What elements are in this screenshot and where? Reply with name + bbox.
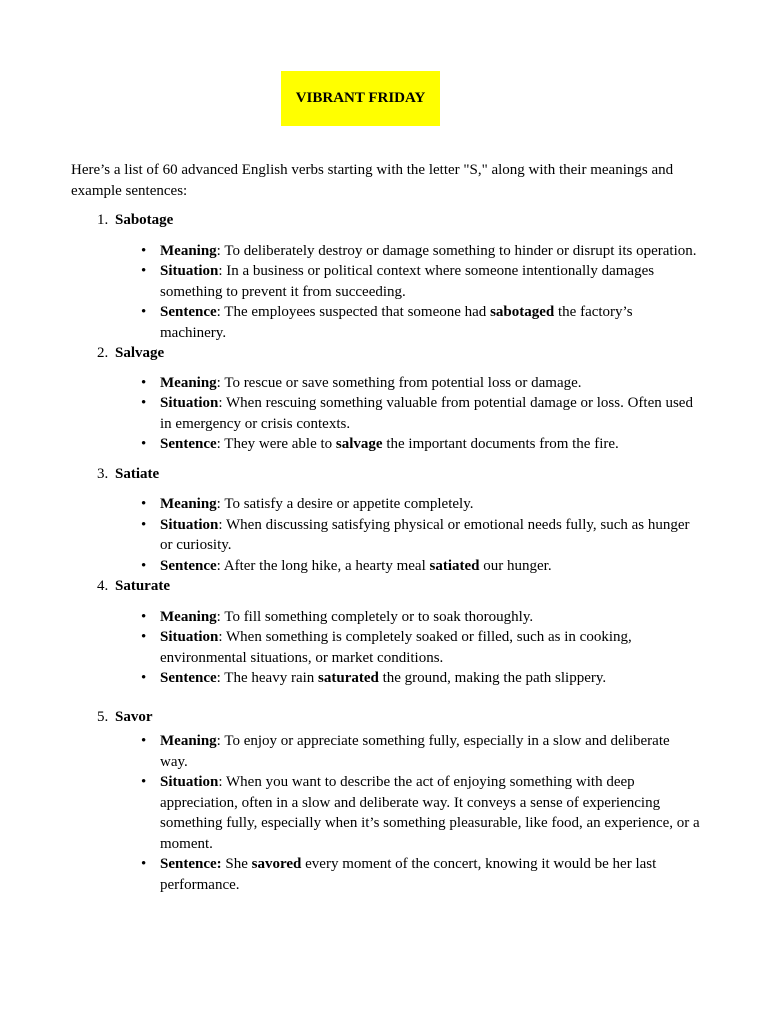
colon: : [216,733,221,749]
sentence-text-pre: The employees suspected that someone had [220,304,491,320]
situation-text: In a business or political context where someone intentionally damages something to prevent it from succeeding. [160,263,655,300]
bullet-icon: • [141,374,147,391]
sentence-label: Sentence [160,670,217,686]
situation-item [71,772,701,854]
bullet-icon: • [141,242,147,259]
verb-details [71,607,701,689]
situation-text: When rescuing something valuable from potential damage or loss. Often used in emergency or crisis contexts. [160,395,693,432]
situation-text: When discussing satisfying physical or emotional needs fully, such as hunger or curiosity. [160,516,690,553]
verb-number: 1. [97,212,109,228]
verb-heading [71,343,701,364]
meaning-item [71,494,701,515]
meaning-label: Meaning [160,608,217,625]
colon: : [216,557,221,574]
colon: : [216,436,221,452]
verb-details [71,494,701,576]
colon: : [216,608,221,625]
meaning-item [71,373,701,394]
colon: : [218,516,223,533]
document-title [281,71,440,126]
situation-item [71,627,701,668]
sentence-label: Sentence [160,304,217,320]
sentence-item [71,434,701,455]
sentence-verb: savored [251,856,302,872]
bullet-icon: • [141,774,147,790]
situation-label: Situation [160,774,219,790]
verb-item [71,464,701,577]
sentence-item [71,302,701,343]
situation-item [71,515,701,556]
bullet-icon: • [141,263,147,279]
meaning-item [71,241,701,262]
situation-label: Situation [160,263,219,279]
bullet-icon: • [141,436,147,452]
colon: : [216,496,221,512]
verb-number: 5. [97,708,109,725]
document-title-text: VIBRANT FRIDAY [295,90,426,107]
colon: : [216,670,221,686]
sentence-verb: sabotaged [490,304,555,320]
verb-number: 4. [97,578,109,594]
meaning-label: Meaning [160,242,217,259]
verb-heading [71,464,701,485]
sentence-text-pre: They were able to [220,436,336,452]
bullet-icon: • [141,395,147,411]
sentence-text-pre: After the long hike, a hearty meal [220,557,430,574]
bullet-icon: • [141,733,147,749]
colon: : [218,774,223,790]
meaning-item [71,607,701,628]
sentence-item [71,556,701,577]
colon: : [218,395,223,411]
sentence-text-pre: The heavy rain [220,670,319,686]
sentence-text-post: our hunger. [479,557,552,574]
situation-item [71,261,701,302]
meaning-text: To fill something completely or to soak thoroughly. [220,608,534,625]
meaning-text: To satisfy a desire or appetite completely. [220,496,474,512]
colon: : [216,304,221,320]
verb-details [71,241,701,344]
verb-heading [71,707,701,728]
situation-text: When something is completely soaked or filled, such as in cooking, environmental situations, or market conditions. [160,629,632,666]
sentence-text-post: the factory’s machinery. [160,304,633,341]
bullet-icon: • [141,629,147,645]
bullet-icon: • [141,608,147,625]
bullet-icon: • [141,670,147,686]
verb-item [71,707,701,896]
situation-label: Situation [160,629,219,645]
situation-label: Situation [160,395,219,411]
colon: : [218,629,223,645]
sentence-verb: salvage [335,436,383,452]
meaning-item [71,731,701,772]
verb-details [71,373,701,455]
sentence-label: Sentence [160,436,217,452]
verb-word: Salvage [115,345,165,361]
meaning-label: Meaning [160,374,217,391]
bullet-icon: • [141,304,147,320]
verb-word: Savor [115,708,153,725]
sentence-verb: saturated [318,670,379,686]
verb-item [71,210,701,343]
sentence-text-pre: She [221,856,252,872]
sentence-label: Sentence: [160,856,222,872]
meaning-text: To deliberately destroy or damage something to hinder or disrupt its operation. [220,242,697,259]
colon: : [216,242,221,259]
verb-word: Satiate [115,465,160,482]
bullet-icon: • [141,557,147,574]
bullet-icon: • [141,856,147,872]
colon: : [216,374,221,391]
sentence-verb: satiated [429,557,480,574]
meaning-label: Meaning [160,496,217,512]
bullet-icon: • [141,516,147,533]
sentence-item [71,668,701,689]
situation-label: Situation [160,516,219,533]
verb-details [71,731,701,895]
sentence-text-post: the important documents from the fire. [382,436,619,452]
verb-item [71,343,701,455]
bullet-icon: • [141,496,147,512]
sentence-text-post: the ground, making the path slippery. [378,670,607,686]
verb-number: 2. [97,345,109,361]
sentence-text-post: every moment of the concert, knowing it would be her last performance. [160,856,657,893]
verb-heading [71,210,701,231]
verb-heading [71,576,701,597]
verb-number: 3. [97,465,109,482]
intro-paragraph: Here’s a list of 60 advanced English verbs starting with the letter "S," along with their meanings and example sentences: [71,162,674,199]
verb-word: Saturate [115,578,170,594]
verb-word: Sabotage [115,212,174,228]
meaning-label: Meaning [160,733,217,749]
sentence-item [71,854,701,895]
colon: : [218,263,223,279]
meaning-text: To enjoy or appreciate something fully, especially in a slow and deliberate way. [160,733,670,770]
meaning-text: To rescue or save something from potential loss or damage. [220,374,582,391]
verb-item [71,576,701,689]
situation-text: When you want to describe the act of enjoying something with deep appreciation, often in a slow and deliberate way. It conveys a sense of experiencing something fully, especially when it’s something pleasurable, like food, an experience, or a moment. [160,774,700,852]
verb-list [71,210,701,895]
situation-item [71,393,701,434]
sentence-label: Sentence [160,557,217,574]
